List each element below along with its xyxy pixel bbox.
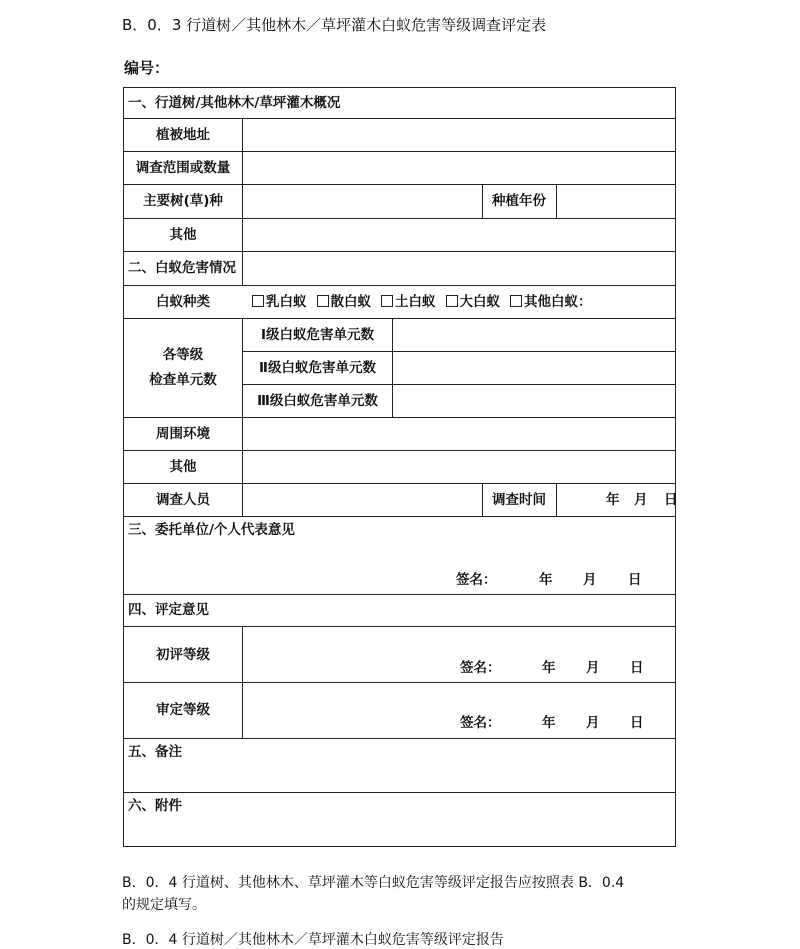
label-site: 植被地址 [156,127,210,143]
option-coptotermes[interactable]: 乳白蚁 [252,294,307,310]
label-termite-type: 白蚁种类 [156,294,210,310]
label-plant-year: 种植年份 [492,193,546,209]
survey-date-day: 日 [664,492,678,508]
section-6-heading: 六、附件 [128,798,182,814]
checkbox-icon[interactable] [381,295,393,307]
section-3-heading: 三、委托单位/个人代表意见 [128,522,295,538]
option-macrotermes[interactable]: 大白蚁 [446,294,501,310]
next-table-title: B．0．4 行道树／其他林木／草坪灌木白蚁危害等级评定报告 [122,932,504,948]
section-1-heading: 一、行道树/其他林木/草坪灌木概况 [128,95,341,111]
label-survey-time: 调查时间 [492,492,546,508]
sign-month-review: 月 [586,715,600,731]
survey-date-month: 月 [634,492,648,508]
sign-year-initial: 年 [542,660,556,676]
sign-day-review: 日 [630,715,644,731]
sign-year-3: 年 [539,572,553,588]
sign-label-review: 签名： [460,715,501,731]
sign-day-3: 日 [628,572,642,588]
checkbox-icon[interactable] [317,295,329,307]
section-4-heading: 四、评定意见 [128,602,209,618]
sign-day-initial: 日 [630,660,644,676]
label-scope: 调查范围或数量 [135,160,231,176]
assessment-form-table [123,87,676,847]
label-level-2: Ⅱ级白蚁危害单元数 [259,360,376,376]
option-reticulitermes[interactable]: 散白蚁 [317,294,372,310]
label-environment: 周围环境 [156,426,210,442]
label-other-1: 其他 [169,227,197,243]
label-review-grade: 审定等级 [156,702,210,718]
survey-date-year: 年 [606,492,620,508]
termite-options [252,294,602,310]
sign-year-review: 年 [542,715,556,731]
label-other-2: 其他 [169,459,197,475]
checkbox-icon[interactable] [446,295,458,307]
number-label: 编号： [124,59,170,77]
label-level-1: Ⅰ级白蚁危害单元数 [260,327,375,343]
label-initial-grade: 初评等级 [156,647,210,663]
option-odontotermes[interactable]: 土白蚁 [381,294,436,310]
label-grade-count-1: 各等级 [162,347,204,363]
checkbox-icon[interactable] [510,295,522,307]
option-other-termite[interactable]: 其他白蚁： [510,294,592,310]
sign-month-3: 月 [583,572,597,588]
section-5-heading: 五、备注 [128,744,182,760]
table-title: B．0．3 行道树／其他林木／草坪灌木白蚁危害等级调查评定表 [122,16,547,34]
footer-paragraph-line-1: B．0．4 行道树、其他林木、草坪灌木等白蚁危害等级评定报告应按照表 B．0.4 [122,875,625,891]
sign-label-initial: 签名： [460,660,501,676]
sign-month-initial: 月 [586,660,600,676]
label-species: 主要树(草)种 [143,193,223,209]
section-2-heading: 二、白蚁危害情况 [128,260,236,276]
label-level-3: Ⅲ级白蚁危害单元数 [257,393,378,409]
footer-paragraph-line-2: 的规定填写。 [122,897,206,913]
label-grade-count-2: 检查单元数 [149,372,217,388]
checkbox-icon[interactable] [252,295,264,307]
label-surveyor: 调查人员 [156,492,210,508]
sign-label-3: 签名： [456,572,497,588]
